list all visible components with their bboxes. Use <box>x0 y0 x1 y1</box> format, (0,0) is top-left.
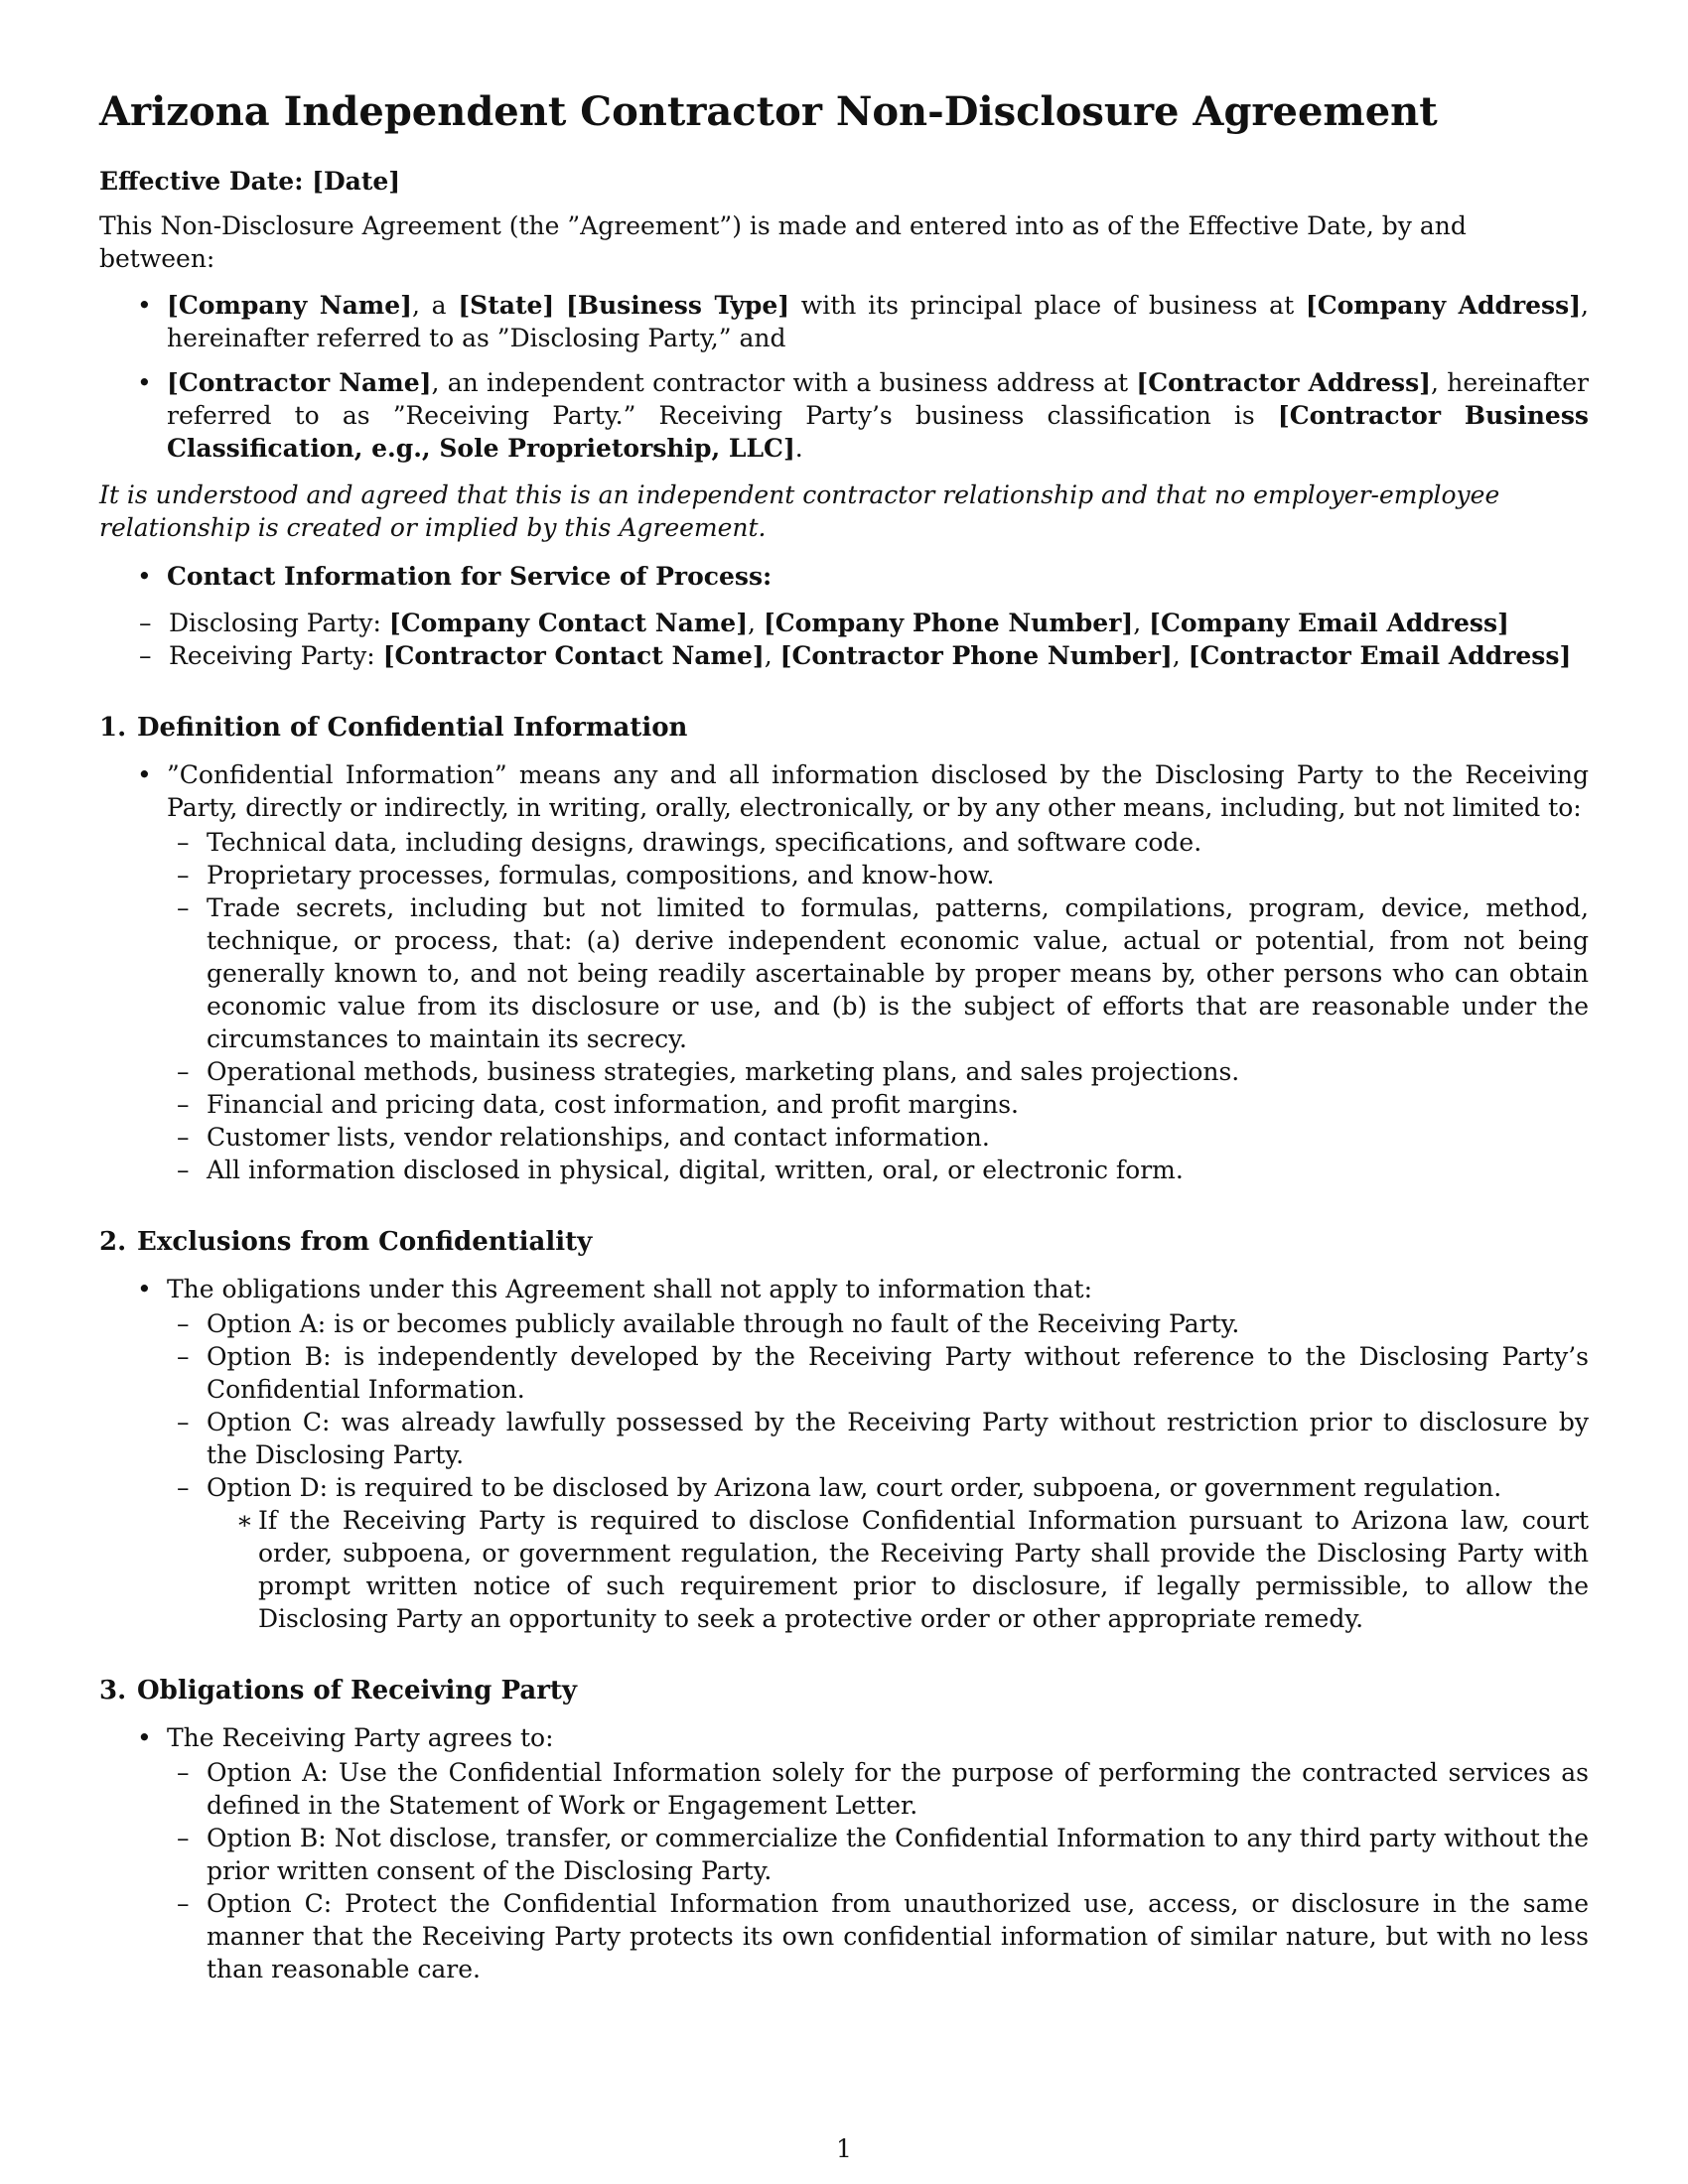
list-item: – Option B: Not disclose, transfer, or commercialize the Confidential Information to any third party without the prior written consent of the Disclosing Party. <box>177 1824 1589 1885</box>
company-address-placeholder: [Company Address] <box>1305 291 1582 320</box>
bullet: • <box>137 291 152 320</box>
party-company: • [Company Name], a [State] [Business Type] with its principal place of business at [Company Address], hereinafter referred to as ”Disclosing Party,” and <box>137 291 1589 352</box>
section-2-lead: • The obligations under this Agreement shall not apply to information that: – Option A: is or becomes publicly available through no fault of the Receiving Party. – Option B: is independently developed by the Receiving Party without reference to the Disclosing Party’s Confidential Information. – Option C: was already lawfully possessed by the Receiving Party without restriction prior to disclosure by the Disclosing Party. – Option D: is required to be disclosed by Arizona law, court order, subpoena, or government regulation. ∗ If the Receiving Party is required to disclose Confidential Information pursuant to Arizona law, court order, subpoena, or government regulation, the Receiving Party shall provide the Disclosing Party with prompt written notice of such requirement prior to disclosure, if legally permissible, to allow the Disclosing Party an opportunity to seek a protective order or other appropriate remedy. <box>137 1275 1589 1633</box>
effective-date: Effective Date: [Date] <box>99 167 401 196</box>
list-item: – Option D: is required to be disclosed by Arizona law, court order, subpoena, or government regulation. ∗ If the Receiving Party is required to disclose Confidential Information pursuant to Arizona law, court order, subpoena, or government regulation, the Receiving Party shall provide the Disclosing Party with prompt written notice of such requirement prior to disclosure, if legally permissible, to allow the Disclosing Party an opportunity to seek a protective order or other appropriate remedy. <box>177 1473 1589 1633</box>
state-placeholder: [State] <box>458 291 555 320</box>
list-item: – Financial and pricing data, cost information, and profit margins. <box>177 1090 1019 1119</box>
list-item: – Trade secrets, including but not limited to formulas, patterns, compilations, program, device, method, technique, or process, that: (a) derive independent economic value, actual or potential, from not being generally known to, and not being readily ascertainable by proper means by, other persons who can obtain economic value from its disclosure or use, and (b) is the subject of efforts that are reasonable under the circumstances to maintain its secrecy. <box>177 893 1589 1053</box>
list-item: – Option A: is or becomes publicly available through no fault of the Receiving Party. <box>177 1309 1240 1338</box>
bullet: • <box>137 562 152 591</box>
list-item: – Option A: Use the Confidential Information solely for the purpose of performing the contracted services as defined in the Statement of Work or Engagement Letter. <box>177 1758 1589 1820</box>
section-1-list <box>99 758 1589 1186</box>
dash: – <box>139 609 152 637</box>
bullet: • <box>137 368 152 397</box>
section-1-items <box>167 826 1589 1186</box>
list-item: – All information disclosed in physical, digital, written, oral, or electronic form. <box>177 1156 1184 1184</box>
business-type-placeholder: [Business Type] <box>566 291 790 320</box>
list-item: – Option C: Protect the Confidential Information from unauthorized use, access, or disclosure in the same manner that the Receiving Party protects its own confidential information of similar nature, but with no less than reasonable care. <box>177 1889 1589 1983</box>
list-item: – Technical data, including designs, drawings, specifications, and software code. <box>177 828 1202 857</box>
intro-paragraph: This Non-Disclosure Agreement (the ”Agreement”) is made and entered into as of the Effective Date, by and between: <box>99 211 1467 273</box>
parties-list <box>99 289 1589 465</box>
party-contractor: • [Contractor Name], an independent contractor with a business address at [Contractor Address], hereinafter referred to as ”Receiving Party.” Receiving Party’s business classification is [Contractor Business Classification, e.g., Sole Proprietorship, LLC]. <box>137 368 1589 463</box>
list-item: – Option B: is independently developed by the Receiving Party without reference to the Disclosing Party’s Confidential Information. <box>177 1342 1589 1404</box>
page-number: 1 <box>836 2134 852 2163</box>
section-2-items <box>167 1307 1589 1635</box>
contact-list <box>99 607 1589 672</box>
contact-item <box>99 560 1589 593</box>
bullet: • <box>137 760 152 789</box>
document-title: Arizona Independent Contractor Non-Disclosure Agreement <box>99 88 1438 135</box>
section-2-list <box>99 1273 1589 1635</box>
section-1-lead: • ”Confidential Information” means any and all information disclosed by the Disclosing Party to the Receiving Party, directly or indirectly, in writing, orally, electronically, or by any other means, including, but not limited to: – Technical data, including designs, drawings, specifications, and software code. – Proprietary processes, formulas, compositions, and know-how. – Trade secrets, including but not limited to formulas, patterns, compilations, program, device, method, technique, or process, that: (a) derive independent economic value, actual or potential, from not being generally known to, and not being readily ascertainable by proper means by, other persons who can obtain economic value from its disclosure or use, and (b) is the subject of efforts that are reasonable under the circumstances to maintain its secrecy. – Operational methods, business strategies, marketing plans, and sales projections. – Financial and pricing data, cost information, and profit margins. – Customer lists, vendor relationships, and contact information. – All information disclosed in physical, digital, written, oral, or electronic form. <box>137 760 1589 1184</box>
contact-disclosing: – Disclosing Party: [Company Contact Name], [Company Phone Number], [Company Email Address] <box>139 609 1509 637</box>
contractor-name-placeholder: [Contractor Name] <box>167 368 432 397</box>
section-heading: 1. Definition of Confidential Information <box>99 713 688 743</box>
contact-section <box>99 560 1589 593</box>
dash: – <box>139 641 152 670</box>
bullet: • <box>137 1723 152 1752</box>
company-name-placeholder: [Company Name] <box>167 291 412 320</box>
list-item: – Proprietary processes, formulas, compositions, and know-how. <box>177 861 995 889</box>
list-item: – Operational methods, business strategies, marketing plans, and sales projections. <box>177 1057 1240 1086</box>
section-heading: 2. Exclusions from Confidentiality <box>99 1227 593 1257</box>
section-3-items <box>167 1756 1589 1985</box>
list-item: – Customer lists, vendor relationships, and contact information. <box>177 1123 990 1152</box>
contact-receiving: – Receiving Party: [Contractor Contact Name], [Contractor Phone Number], [Contractor Email Address] <box>139 641 1572 670</box>
contractor-address-placeholder: [Contractor Address] <box>1136 368 1432 397</box>
list-item: – Option C: was already lawfully possessed by the Receiving Party without restriction prior to disclosure by the Disclosing Party. <box>177 1408 1589 1469</box>
section-heading: 3. Obligations of Receiving Party <box>99 1676 578 1706</box>
bullet: • <box>137 1275 152 1303</box>
section-2-subitems <box>207 1504 1589 1635</box>
contact-heading: Contact Information for Service of Process: <box>167 562 773 591</box>
section-3-lead: • The Receiving Party agrees to: – Option A: Use the Confidential Information solely for the purpose of performing the contracted services as defined in the Statement of Work or Engagement Letter. – Option B: Not disclose, transfer, or commercialize the Confidential Information to any third party without the prior written consent of the Disclosing Party. – Option C: Protect the Confidential Information from unauthorized use, access, or disclosure in the same manner that the Receiving Party protects its own confidential information of similar nature, but with no less than reasonable care. <box>137 1723 1589 1983</box>
relationship-note: It is understood and agreed that this is an independent contractor relationship and that no employer-employee relationship is created or implied by this Agreement. <box>99 480 1500 542</box>
sub-list-item: ∗ If the Receiving Party is required to disclose Confidential Information pursuant to Arizona law, court order, subpoena, or government regulation, the Receiving Party shall provide the Disclosing Party with prompt written notice of such requirement prior to disclosure, if legally permissible, to allow the Disclosing Party an opportunity to seek a protective order or other appropriate remedy. <box>236 1506 1589 1633</box>
document-page <box>99 87 1589 1997</box>
contractor-classification-placeholder: [Contractor Business Classification, e.g., Sole Proprietorship, LLC] <box>167 401 1589 463</box>
section-3-list <box>99 1721 1589 1985</box>
